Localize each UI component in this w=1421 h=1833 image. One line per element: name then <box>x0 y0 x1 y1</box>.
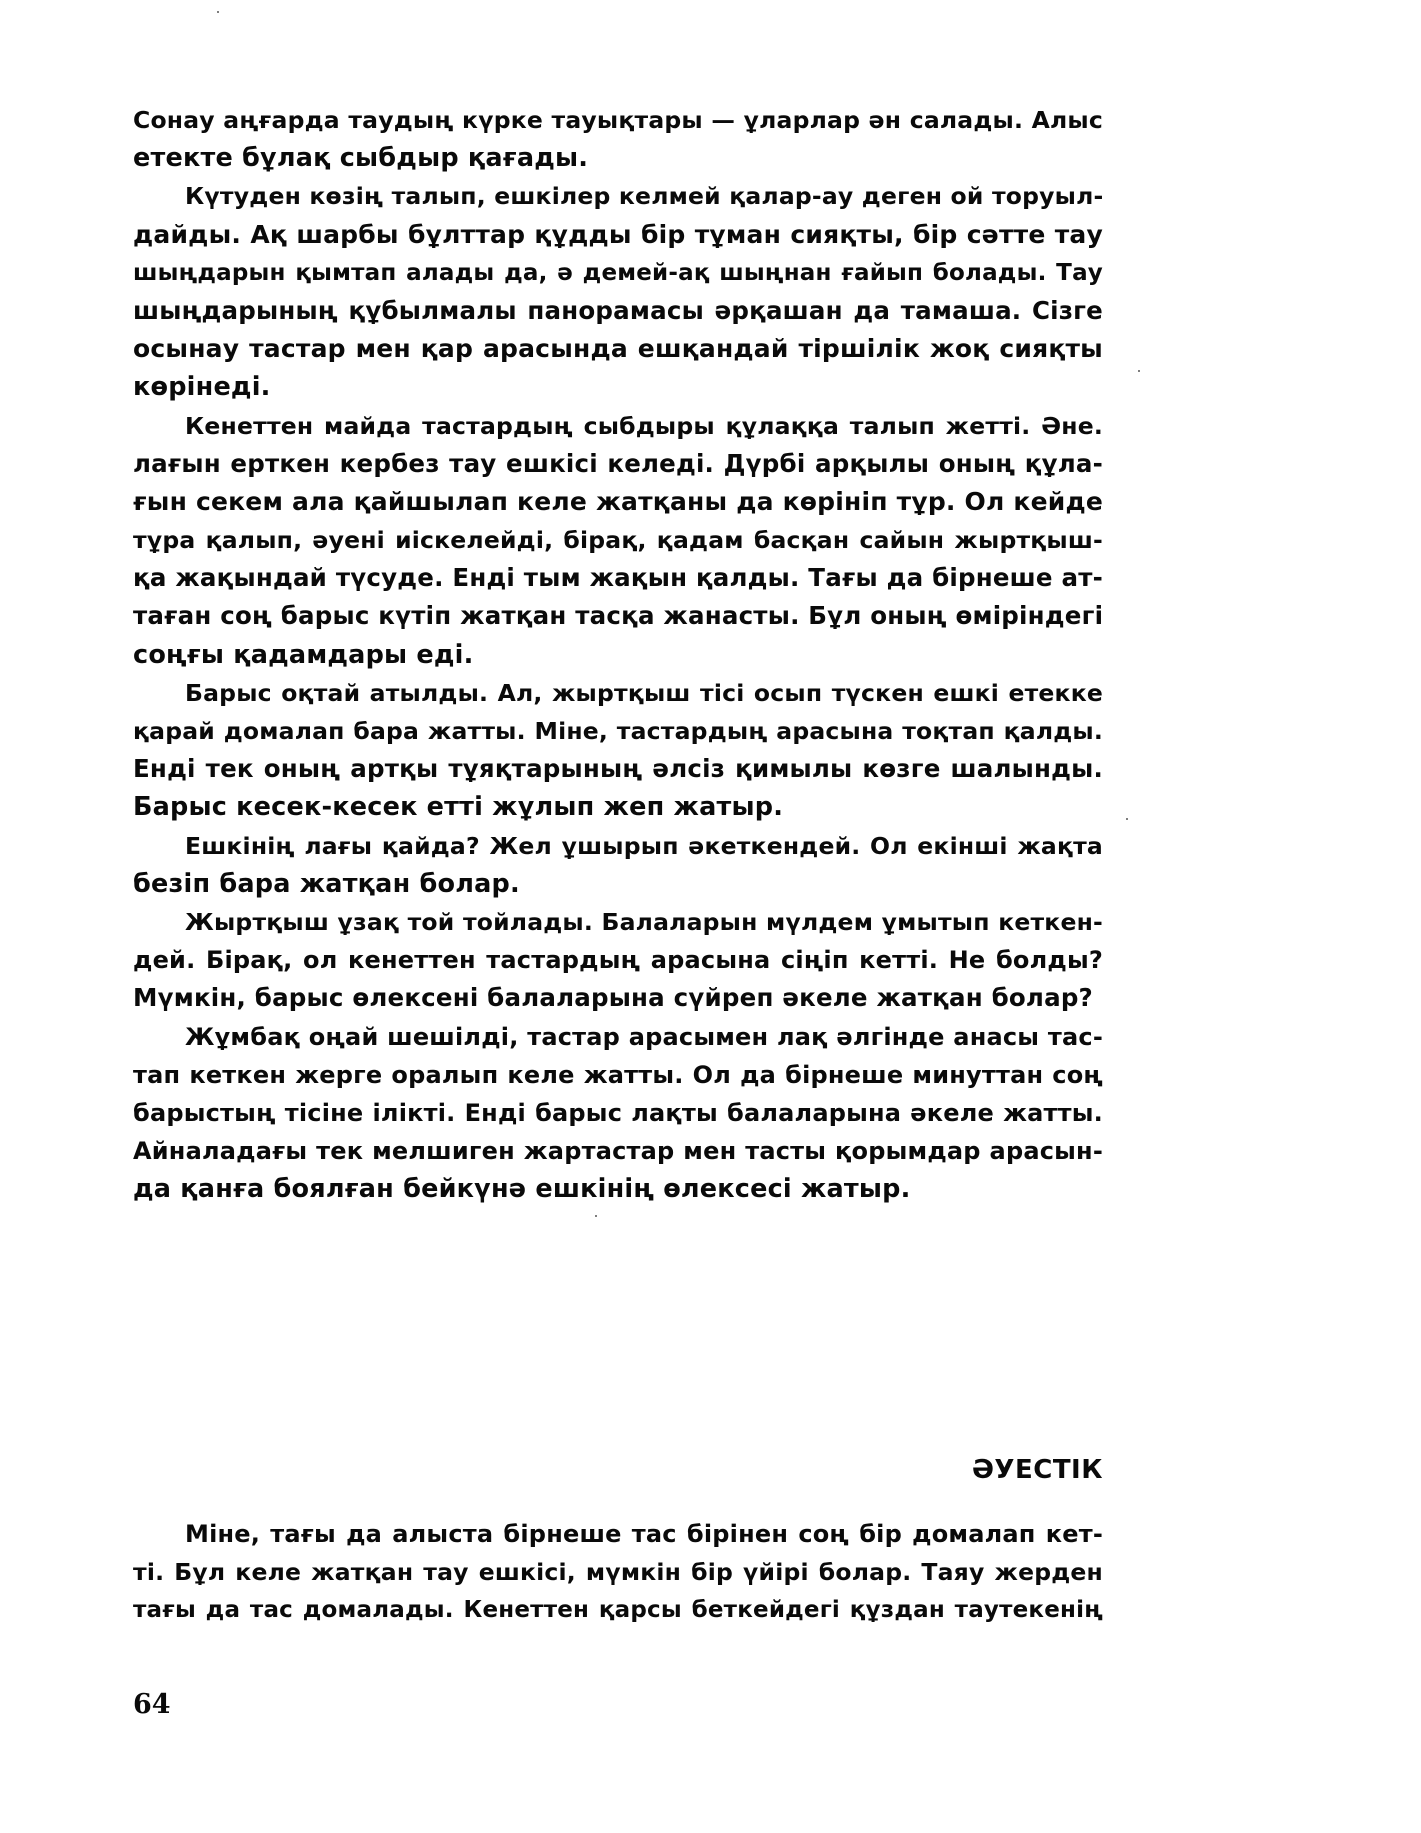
text-line: лағын ерткен кербез тау ешкісі келеді. Дүрбі арқылы оның құла- <box>133 448 1103 478</box>
text-line: шыңдарының құбылмалы панорамасы әрқашан да тамаша. Сізге <box>133 295 1103 325</box>
text-line: Күтуден көзің талып, ешкілер келмей қалар-ау деген ой торуыл- <box>185 182 1104 211</box>
text-line: ті. Бұл келе жатқан тау ешкісі, мүмкін бір үйірі болар. Таяу жерден <box>133 1558 1103 1587</box>
text-line: көрінеді. <box>133 372 271 403</box>
text-line: Міне, тағы да алыста бірнеше тас бірінен соң бір домалап кет- <box>185 1520 1103 1548</box>
text-line: Мүмкін, барыс өлексені балаларына сүйреп әкеле жатқан болар? <box>133 983 1093 1013</box>
text-line: ғын секем ала қайшылап келе жатқаны да көрініп тұр. Ол кейде <box>133 486 1103 516</box>
text-line: Жыртқыш ұзақ той тойлады. Балаларын мүлдем ұмытып кеткен- <box>185 907 1103 936</box>
scan-speck <box>1138 370 1140 372</box>
text-line: дайды. Ақ шарбы бұлттар құдды бір тұман сияқты, бір сәтте тау <box>133 219 1103 249</box>
text-line: тап кеткен жерге оралып келе жатты. Ол да бірнеше минуттан соң <box>133 1060 1103 1089</box>
text-line: Барыс кесек-кесек етті жұлып жеп жатыр. <box>133 792 784 823</box>
text-line: дей. Бірақ, ол кенеттен тастардың арасына сіңіп кетті. Не болды? <box>133 946 1103 975</box>
text-line: соңғы қадамдары еді. <box>133 639 474 670</box>
text-line: Ешкінің лағы қайда? Жел ұшырып әкеткендей. Ол екінші жақта <box>185 831 1103 860</box>
scan-speck <box>595 1215 597 1217</box>
text-line: безіп бара жатқан болар. <box>133 868 520 899</box>
scan-speck <box>217 11 219 13</box>
text-line: тұра қалып, әуені иіскелейді, бірақ, қадам басқан сайын жыртқыш- <box>133 526 1103 555</box>
text-line: Сонау аңғарда таудың күрке тауықтары — ұларлар ән салады. Алыс <box>133 106 1103 134</box>
section-heading: ӘУЕСТІК <box>971 1455 1103 1485</box>
scan-speck <box>1126 818 1128 820</box>
text-line: Енді тек оның артқы тұяқтарының әлсіз қимылы көзге шалынды. <box>133 754 1103 784</box>
text-line: таған соң барыс күтіп жатқан тасқа жанасты. Бұл оның өміріндегі <box>133 601 1104 631</box>
text-line: қа жақындай түсуде. Енді тым жақын қалды. Тағы да бірнеше ат- <box>133 563 1103 593</box>
text-line: барыстың тісіне ілікті. Енді барыс лақты балаларына әкеле жатты. <box>133 1098 1103 1127</box>
page-number: 64 <box>133 1689 171 1720</box>
text-line: Барыс оқтай атылды. Ал, жыртқыш тісі осып түскен ешкі етекке <box>185 678 1103 707</box>
body-text-block-continued <box>133 1515 1103 1630</box>
text-line: Кенеттен майда тастардың сыбдыры құлаққа талып жетті. Әне. <box>185 411 1103 440</box>
body-text-block <box>133 101 1103 1208</box>
text-line: тағы да тас домалады. Кенеттен қарсы беткейдегі құздан таутекенің <box>133 1597 1103 1624</box>
text-line: да қанға боялған бейкүнә ешкінің өлексесі жатыр. <box>133 1174 911 1205</box>
text-line: осынау тастар мен қар арасында ешқандай тіршілік жоқ сияқты <box>133 334 1103 364</box>
text-line: Жұмбақ оңай шешілді, тастар арасымен лақ әлгінде анасы тас- <box>185 1022 1103 1051</box>
text-line: Айналадағы тек мелшиген жартастар мен тасты қорымдар арасын- <box>133 1137 1103 1166</box>
text-line: шыңдарын қымтап алады да, ә демей-ақ шыңнан ғайып болады. Тау <box>133 259 1103 286</box>
text-line: қарай домалап бара жатты. Міне, тастардың арасына тоқтап қалды. <box>133 717 1103 745</box>
text-line: етекте бұлақ сыбдыр қағады. <box>133 143 589 174</box>
